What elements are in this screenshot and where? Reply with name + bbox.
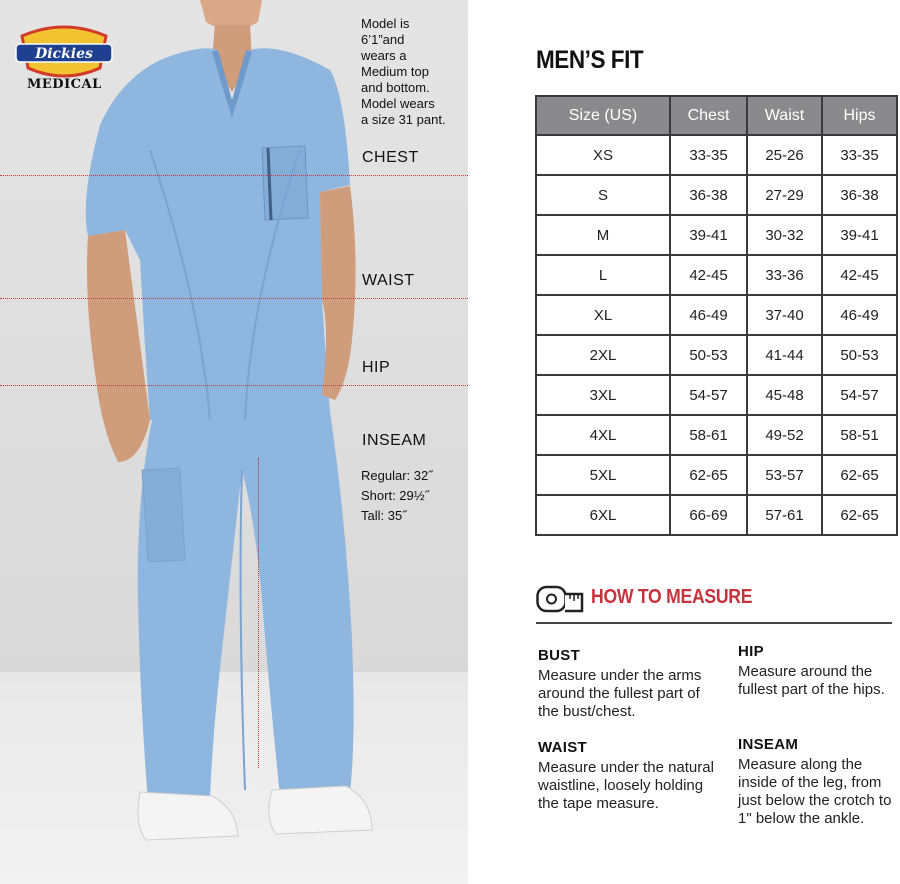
cell-size: 4XL — [537, 416, 669, 454]
cell-size: XL — [537, 296, 669, 334]
waist-heading: WAIST — [538, 739, 587, 756]
cell-size: M — [537, 216, 669, 254]
size-table-header-row — [537, 97, 896, 134]
waist-text: Measure under the natural waistline, loosely holding the tape measure. — [538, 759, 714, 812]
hip-text: Measure around the fullest part of the hips. — [738, 663, 885, 698]
table-row — [537, 136, 896, 174]
header-size: Size (US) — [537, 97, 669, 134]
cell-chest: 62-65 — [671, 456, 746, 494]
cell-waist: 37-40 — [748, 296, 821, 334]
bust-instruction — [538, 647, 718, 721]
inseam-text: Measure along the inside of the leg, from just below the crotch to 1" below the ankle. — [738, 756, 892, 827]
inseam-short: Short: 29½˝ — [361, 488, 429, 503]
cell-hips: 42-45 — [823, 256, 896, 294]
table-row — [537, 176, 896, 214]
how-to-measure-title: HOW TO MEASURE — [591, 586, 753, 608]
logo-wordmark: Dickies — [35, 46, 93, 62]
header-waist: Waist — [748, 97, 821, 134]
cell-chest: 50-53 — [671, 336, 746, 374]
logo-subtitle: MEDICAL — [27, 77, 102, 92]
waist-guide-line — [0, 298, 468, 299]
cell-waist: 33-36 — [748, 256, 821, 294]
cell-hips: 62-65 — [823, 456, 896, 494]
inseam-options — [361, 466, 433, 526]
cell-hips: 33-35 — [823, 136, 896, 174]
cell-chest: 46-49 — [671, 296, 746, 334]
cell-hips: 50-53 — [823, 336, 896, 374]
table-row — [537, 336, 896, 374]
hip-guide-line — [0, 385, 468, 386]
table-row — [537, 216, 896, 254]
cell-hips: 46-49 — [823, 296, 896, 334]
bust-text: Measure under the arms around the fullest part of the bust/chest. — [538, 667, 702, 720]
header-hips: Hips — [823, 97, 896, 134]
inseam-tall: Tall: 35˝ — [361, 508, 407, 523]
cell-hips: 54-57 — [823, 376, 896, 414]
how-to-measure-header — [536, 582, 892, 622]
waist-instruction — [538, 739, 718, 813]
cell-chest: 42-45 — [671, 256, 746, 294]
chest-guide-line — [0, 175, 468, 176]
inseam-instruction — [738, 736, 898, 828]
cell-waist: 57-61 — [748, 496, 821, 534]
cell-hips: 62-65 — [823, 496, 896, 534]
table-row — [537, 256, 896, 294]
table-row — [537, 376, 896, 414]
cell-size: 6XL — [537, 496, 669, 534]
cell-chest: 39-41 — [671, 216, 746, 254]
fit-title: MEN’S FIT — [536, 46, 644, 74]
cell-hips: 39-41 — [823, 216, 896, 254]
cell-waist: 49-52 — [748, 416, 821, 454]
cell-size: 5XL — [537, 456, 669, 494]
cell-size: 3XL — [537, 376, 669, 414]
tape-measure-icon — [536, 584, 584, 614]
hip-instruction — [738, 643, 898, 699]
size-chart-table — [535, 95, 898, 536]
cell-chest: 66-69 — [671, 496, 746, 534]
inseam-heading: INSEAM — [738, 736, 799, 753]
cell-waist: 27-29 — [748, 176, 821, 214]
cell-chest: 36-38 — [671, 176, 746, 214]
chest-label: CHEST — [362, 149, 419, 166]
cell-waist: 25-26 — [748, 136, 821, 174]
cell-waist: 53-57 — [748, 456, 821, 494]
table-row — [537, 296, 896, 334]
model-note: Model is 6’1”and wears a Medium top and bottom. Model wears a size 31 pant. — [361, 16, 446, 127]
cell-hips: 58-51 — [823, 416, 896, 454]
cell-waist: 45-48 — [748, 376, 821, 414]
cell-size: XS — [537, 136, 669, 174]
cell-hips: 36-38 — [823, 176, 896, 214]
hip-label: HIP — [362, 359, 391, 376]
waist-label: WAIST — [362, 272, 415, 289]
inseam-regular: Regular: 32˝ — [361, 468, 433, 483]
cell-chest: 33-35 — [671, 136, 746, 174]
cell-size: S — [537, 176, 669, 214]
inseam-label: INSEAM — [362, 432, 427, 449]
inseam-guide-line — [258, 458, 259, 768]
cell-chest: 58-61 — [671, 416, 746, 454]
cell-chest: 54-57 — [671, 376, 746, 414]
header-chest: Chest — [671, 97, 746, 134]
bust-heading: BUST — [538, 647, 581, 664]
section-divider — [536, 622, 892, 624]
hip-heading: HIP — [738, 643, 764, 660]
table-row — [537, 456, 896, 494]
cell-waist: 30-32 — [748, 216, 821, 254]
table-row — [537, 416, 896, 454]
cell-size: L — [537, 256, 669, 294]
table-row — [537, 496, 896, 534]
cell-waist: 41-44 — [748, 336, 821, 374]
cell-size: 2XL — [537, 336, 669, 374]
